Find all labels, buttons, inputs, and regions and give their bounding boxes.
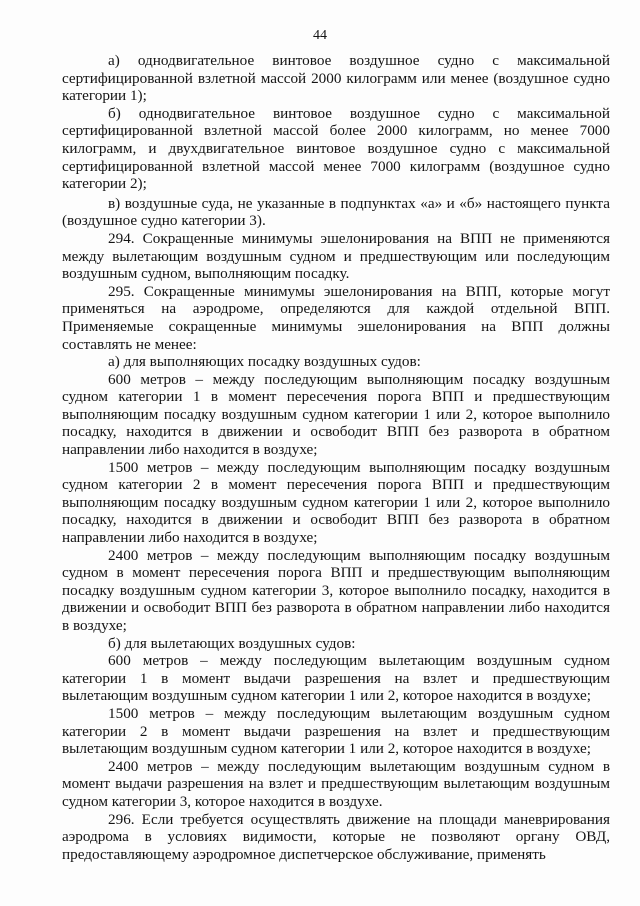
paragraph-296: 296. Если требуется осуществлять движение на площади маневрирования аэродрома в условиях видимости, которые не позволяют органу ОВД, предоставляющему аэродромное диспетчерское обслуживание, применять [62, 810, 610, 863]
paragraph-v-category-3: в) воздушные суда, не указанные в подпунктах «а» и «б» настоящего пункта (воздушное судно категории 3). [62, 194, 610, 230]
departure-1500m: 1500 метров – между последующим вылетающим воздушным судном категории 2 в момент выдачи разрешения на взлет и предшествующим вылетающим воздушным судном категории 1 или 2, которое находится в воздухе; [62, 704, 610, 758]
landing-1500m: 1500 метров – между последующим выполняющим посадку воздушным судном категории 2 в момент пересечения порога ВПП и предшествующим выполняющим посадку воздушным судном категории 1 или 2, которое выполнило посадку, находится в движении и освободит ВПП без разворота в обратном направлении либо находится в воздухе; [62, 458, 610, 547]
page-number: 44 [313, 28, 327, 43]
subheading-departing-aircraft: б) для вылетающих воздушных судов: [108, 634, 356, 652]
paragraph-295: 295. Сокращенные минимумы эшелонирования на ВПП, которые могут применяться на аэродроме, определяются для каждой отдельной ВПП. Применяемые сокращенные минимумы эшелонирования на ВПП должны составлять не менее: [62, 282, 610, 353]
departure-2400m: 2400 метров – между последующим вылетающим воздушным судном в момент выдачи разрешения на взлет и предшествующим вылетающим воздушным судном категории 3, которое находится в воздухе. [62, 757, 610, 810]
landing-600m: 600 метров – между последующим выполняющим посадку воздушным судном категории 1 в момент пересечения порога ВПП и предшествующим выполняющим посадку воздушным судном категории 1 или 2, которое выполнило посадку, находится в движении и освободит ВПП без разворота в обратном направлении либо находится в воздухе; [62, 370, 610, 459]
subheading-landing-aircraft: а) для выполняющих посадку воздушных судов: [108, 353, 421, 371]
paragraph-294: 294. Сокращенные минимумы эшелонирования на ВПП не применяются между вылетающим воздушным судном и предшествующим или последующим воздушным судном, выполняющим посадку. [62, 229, 610, 283]
paragraph-b-category-2: б) однодвигательное винтовое воздушное судно с максимальной сертифицированной взлетной массой более 2000 килограмм, но менее 7000 килограмм, и двухдвигательное винтовое воздушное судно с максимальной сертифицированной взлетной массой менее 7000 килограмм (воздушное судно категории 2); [62, 104, 610, 193]
paragraph-a-category-1: а) однодвигательное винтовое воздушное судно с максимальной сертифицированной взлетной массой 2000 килограмм или менее (воздушное судно категории 1); [62, 52, 610, 105]
departure-600m: 600 метров – между последующим вылетающим воздушным судном категории 1 в момент выдачи разрешения на взлет и предшествующим вылетающим воздушным судном категории 1 или 2, которое находится в воздухе; [62, 652, 610, 705]
landing-2400m: 2400 метров – между последующим выполняющим посадку воздушным судном в момент пересечения порога ВПП и предшествующим выполняющим посадку воздушным судном категории 3, которое выполнило посадку, находится в движении и освободит ВПП без разворота в обратном направлении либо находится в воздухе; [62, 546, 610, 634]
document-body [62, 52, 610, 863]
